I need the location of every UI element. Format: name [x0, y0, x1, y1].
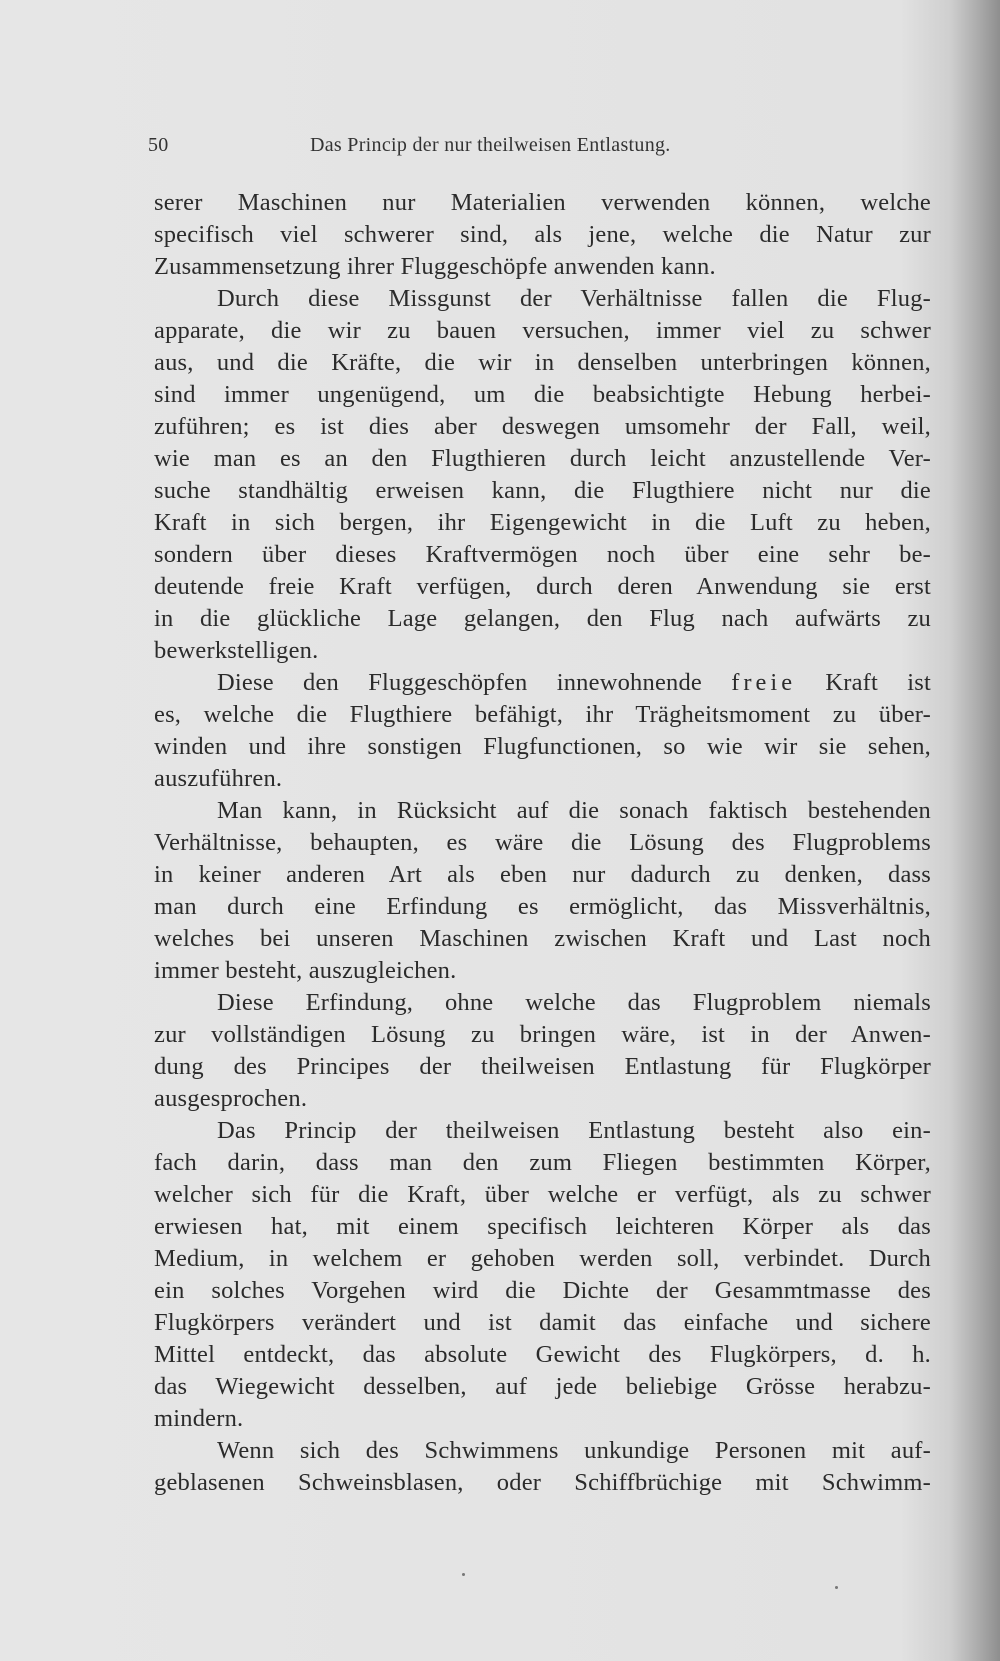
text-line: es, welche die Flugthiere befähigt, ihr Trägheitsmoment zu über-: [154, 701, 931, 728]
text-line: Das Princip der theilweisen Entlastung besteht also ein-: [217, 1117, 931, 1144]
text-line: in die glückliche Lage gelangen, den Flug nach aufwärts zu: [154, 605, 931, 632]
text-line: Verhältnisse, behaupten, es wäre die Lösung des Flugproblems: [154, 829, 931, 856]
text-line: suche standhältig erweisen kann, die Flugthiere nicht nur die: [154, 477, 931, 504]
text-line: Zusammensetzung ihrer Fluggeschöpfe anwenden kann.: [154, 253, 716, 280]
text-line: sind immer ungenügend, um die beabsichtigte Hebung herbei-: [154, 381, 931, 408]
running-title: Das Princip der nur theilweisen Entlastung.: [310, 134, 671, 156]
text-segment: Diese den Fluggeschöpfen innewohnende: [217, 669, 732, 696]
body-text: [154, 187, 931, 1499]
text-line: winden und ihre sonstigen Flugfunctionen, so wie wir sie sehen,: [154, 733, 931, 760]
text-line: Wenn sich des Schwimmens unkundige Personen mit auf-: [217, 1437, 931, 1464]
text-segment: Kraft ist: [796, 669, 931, 696]
emphasized-word: freie: [731, 669, 797, 696]
text-line: Durch diese Missgunst der Verhältnisse fallen die Flug-: [217, 285, 931, 312]
text-line: geblasenen Schweinsblasen, oder Schiffbrüchige mit Schwimm-: [154, 1469, 931, 1496]
text-line: serer Maschinen nur Materialien verwenden können, welche: [154, 189, 931, 216]
paper-speck: [462, 1573, 465, 1576]
text-line: welcher sich für die Kraft, über welche er verfügt, als zu schwer: [154, 1181, 931, 1208]
text-line: dung des Principes der theilweisen Entlastung für Flugkörper: [154, 1053, 931, 1080]
text-line: zur vollständigen Lösung zu bringen wäre, ist in der Anwen-: [154, 1021, 931, 1048]
text-line: in keiner anderen Art als eben nur dadurch zu denken, dass: [154, 861, 931, 888]
text-line: man durch eine Erfindung es ermöglicht, das Missverhältnis,: [154, 893, 931, 920]
text-line: aus, und die Kräfte, die wir in denselben unterbringen können,: [154, 349, 931, 376]
text-line: apparate, die wir zu bauen versuchen, immer viel zu schwer: [154, 317, 931, 344]
text-line: Man kann, in Rücksicht auf die sonach faktisch bestehenden: [217, 797, 931, 824]
text-line: ausgesprochen.: [154, 1085, 308, 1112]
text-line: mindern.: [154, 1405, 244, 1432]
text-line: wie man es an den Flugthieren durch leicht anzustellende Ver-: [154, 445, 931, 472]
text-line: immer besteht, auszugleichen.: [154, 957, 457, 984]
text-line: Mittel entdeckt, das absolute Gewicht des Flugkörpers, d. h.: [154, 1341, 931, 1368]
text-line: Medium, in welchem er gehoben werden soll, verbindet. Durch: [154, 1245, 931, 1272]
text-line: Flugkörpers verändert und ist damit das einfache und sichere: [154, 1309, 931, 1336]
text-line: deutende freie Kraft verfügen, durch deren Anwendung sie erst: [154, 573, 931, 600]
text-line: das Wiegewicht desselben, auf jede beliebige Grösse herabzu-: [154, 1373, 931, 1400]
text-line: erwiesen hat, mit einem specifisch leichteren Körper als das: [154, 1213, 931, 1240]
text-line: ein solches Vorgehen wird die Dichte der Gesammtmasse des: [154, 1277, 931, 1304]
text-line: zuführen; es ist dies aber deswegen umsomehr der Fall, weil,: [154, 413, 931, 440]
paper-speck: [835, 1586, 838, 1589]
text-line: [154, 667, 931, 699]
text-line: welches bei unseren Maschinen zwischen Kraft und Last noch: [154, 925, 931, 952]
running-header: [148, 134, 768, 164]
text-line: Diese Erfindung, ohne welche das Flugproblem niemals: [217, 989, 931, 1016]
text-line: Kraft in sich bergen, ihr Eigengewicht in die Luft zu heben,: [154, 509, 931, 536]
text-line: specifisch viel schwerer sind, als jene, welche die Natur zur: [154, 221, 931, 248]
text-line: auszuführen.: [154, 765, 283, 792]
text-line: sondern über dieses Kraftvermögen noch über eine sehr be-: [154, 541, 931, 568]
page-number: 50: [148, 134, 169, 156]
text-line: bewerkstelligen.: [154, 637, 319, 664]
text-line: fach darin, dass man den zum Fliegen bestimmten Körper,: [154, 1149, 931, 1176]
